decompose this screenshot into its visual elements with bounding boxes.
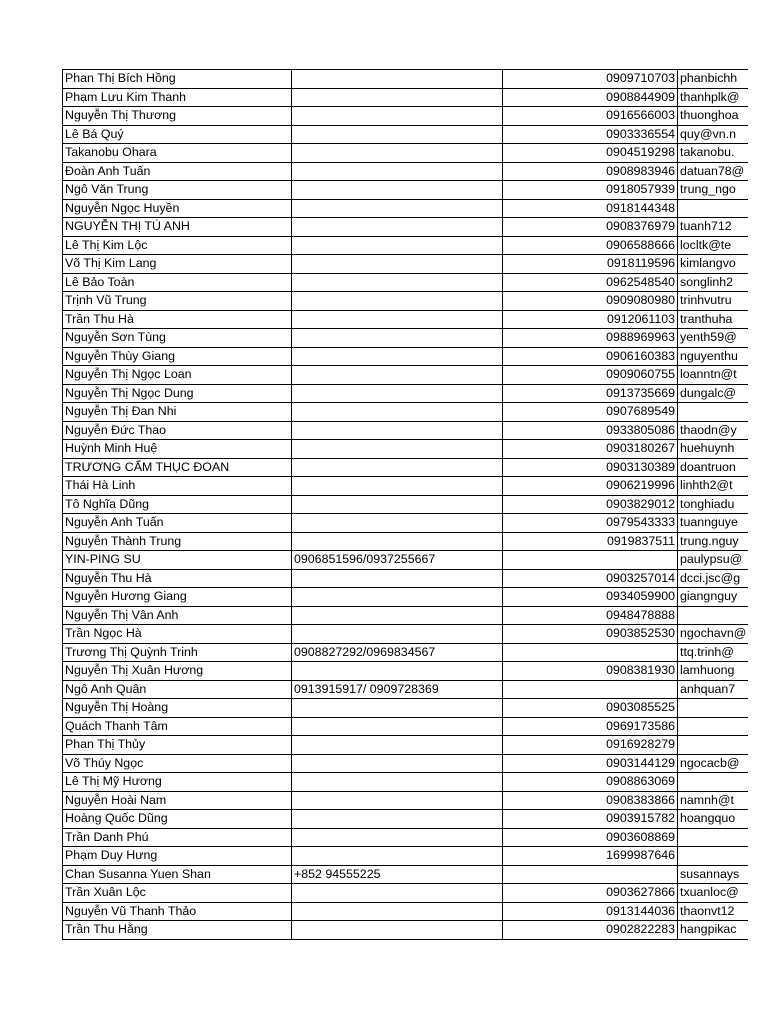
name-cell[interactable]: Lê Thị Mỹ Hương	[63, 773, 292, 792]
name-cell[interactable]: Tô Nghĩa Dũng	[63, 495, 292, 514]
name-cell[interactable]: YIN-PING SU	[63, 551, 292, 570]
phone-cell[interactable]	[503, 551, 678, 570]
name-cell[interactable]: Nguyễn Thị Ngọc Dung	[63, 384, 292, 403]
phone-cell[interactable]: 0918144348	[503, 199, 678, 218]
table-row	[63, 236, 749, 255]
name-cell[interactable]: Võ Thúy Ngọc	[63, 754, 292, 773]
table-row	[63, 199, 749, 218]
name-cell[interactable]: Ngô Văn Trung	[63, 181, 292, 200]
phone-cell[interactable]: 0919837511	[503, 532, 678, 551]
table-row	[63, 384, 749, 403]
phone-cell[interactable]: 0916928279	[503, 736, 678, 755]
table-row	[63, 625, 749, 644]
alt-phone-cell[interactable]	[292, 884, 503, 903]
alt-phone-cell[interactable]	[292, 70, 503, 89]
name-cell[interactable]: Takanobu Ohara	[63, 144, 292, 163]
phone-cell[interactable]: 0902822283	[503, 921, 678, 940]
name-cell[interactable]: Trịnh Vũ Trung	[63, 292, 292, 311]
name-cell[interactable]: Lê Bảo Toàn	[63, 273, 292, 292]
alt-phone-cell[interactable]	[292, 847, 503, 866]
alt-phone-cell[interactable]	[292, 162, 503, 181]
phone-cell[interactable]: 0903180267	[503, 440, 678, 459]
table-row	[63, 107, 749, 126]
alt-phone-cell[interactable]	[292, 403, 503, 422]
phone-cell[interactable]: 0906219996	[503, 477, 678, 496]
email-cell[interactable]: ngocacb@	[678, 754, 749, 773]
email-cell[interactable]: hoangquo	[678, 810, 749, 829]
phone-cell[interactable]: 0916566003	[503, 107, 678, 126]
phone-cell[interactable]: 0908376979	[503, 218, 678, 237]
name-cell[interactable]: Lê Bá Quý	[63, 125, 292, 144]
name-cell[interactable]: Ngô Anh Quân	[63, 680, 292, 699]
phone-cell[interactable]: 0979543333	[503, 514, 678, 533]
email-cell[interactable]: nguyenthu	[678, 347, 749, 366]
table-row	[63, 865, 749, 884]
name-cell[interactable]: Nguyễn Thùy Giang	[63, 347, 292, 366]
table-row	[63, 699, 749, 718]
table-row	[63, 662, 749, 681]
phone-cell[interactable]: 0908383866	[503, 791, 678, 810]
name-cell[interactable]: Quách Thanh Tâm	[63, 717, 292, 736]
phone-cell[interactable]: 0908844909	[503, 88, 678, 107]
alt-phone-cell[interactable]	[292, 791, 503, 810]
alt-phone-cell[interactable]	[292, 754, 503, 773]
phone-cell[interactable]: 0903144129	[503, 754, 678, 773]
email-cell[interactable]: dungalc@	[678, 384, 749, 403]
email-cell[interactable]: tonghiadu	[678, 495, 749, 514]
email-cell[interactable]	[678, 828, 749, 847]
name-cell[interactable]: Đoàn Anh Tuấn	[63, 162, 292, 181]
alt-phone-cell[interactable]: 0913915917/ 0909728369	[292, 680, 503, 699]
alt-phone-cell[interactable]	[292, 88, 503, 107]
alt-phone-cell[interactable]	[292, 125, 503, 144]
phone-cell[interactable]	[503, 865, 678, 884]
table-row	[63, 606, 749, 625]
phone-cell[interactable]: 0908983946	[503, 162, 678, 181]
email-cell[interactable]: datuan78@	[678, 162, 749, 181]
table-row	[63, 329, 749, 348]
alt-phone-cell[interactable]	[292, 736, 503, 755]
phone-cell[interactable]: 0934059900	[503, 588, 678, 607]
phone-cell[interactable]: 0906588666	[503, 236, 678, 255]
table-row	[63, 902, 749, 921]
email-cell[interactable]: namnh@t	[678, 791, 749, 810]
phone-cell[interactable]: 0903915782	[503, 810, 678, 829]
table-row	[63, 421, 749, 440]
phone-cell[interactable]: 0903130389	[503, 458, 678, 477]
email-cell[interactable]: trung.nguy	[678, 532, 749, 551]
alt-phone-cell[interactable]: 0908827292/0969834567	[292, 643, 503, 662]
name-cell[interactable]: Chan Susanna Yuen Shan	[63, 865, 292, 884]
name-cell[interactable]: Nguyễn Thị Ngọc Loan	[63, 366, 292, 385]
alt-phone-cell[interactable]	[292, 810, 503, 829]
table-row	[63, 514, 749, 533]
alt-phone-cell[interactable]	[292, 366, 503, 385]
phone-cell[interactable]: 0988969963	[503, 329, 678, 348]
email-cell[interactable]	[678, 199, 749, 218]
table-row	[63, 791, 749, 810]
phone-cell[interactable]: 0903608869	[503, 828, 678, 847]
name-cell[interactable]: Trần Xuân Lộc	[63, 884, 292, 903]
phone-cell[interactable]: 0913735669	[503, 384, 678, 403]
contact-table-body	[63, 70, 749, 940]
alt-phone-cell[interactable]	[292, 384, 503, 403]
name-cell[interactable]: Phạm Duy Hưng	[63, 847, 292, 866]
email-cell[interactable]: loanntn@t	[678, 366, 749, 385]
email-cell[interactable]	[678, 847, 749, 866]
name-cell[interactable]: Lê Thị Kim Lộc	[63, 236, 292, 255]
name-cell[interactable]: NGUYỄN THỊ TÚ ANH	[63, 218, 292, 237]
phone-cell[interactable]: 0918119596	[503, 255, 678, 274]
contact-table	[62, 69, 748, 940]
email-cell[interactable]: doantruon	[678, 458, 749, 477]
table-row	[63, 736, 749, 755]
table-row	[63, 144, 749, 163]
alt-phone-cell[interactable]	[292, 255, 503, 274]
email-cell[interactable]: locltk@te	[678, 236, 749, 255]
table-row	[63, 255, 749, 274]
alt-phone-cell[interactable]	[292, 440, 503, 459]
email-cell[interactable]: dcci.jsc@g	[678, 569, 749, 588]
email-cell[interactable]: linhth2@t	[678, 477, 749, 496]
email-cell[interactable]: quy@vn.n	[678, 125, 749, 144]
name-cell[interactable]: TRƯƠNG CẨM THỤC ĐOAN	[63, 458, 292, 477]
email-cell[interactable]: kimlangvo	[678, 255, 749, 274]
table-row	[63, 70, 749, 89]
name-cell[interactable]: Hoàng Quốc Dũng	[63, 810, 292, 829]
alt-phone-cell[interactable]	[292, 329, 503, 348]
table-row	[63, 347, 749, 366]
email-cell[interactable]: ttq.trinh@	[678, 643, 749, 662]
table-row	[63, 717, 749, 736]
table-row	[63, 310, 749, 329]
phone-cell[interactable]	[503, 643, 678, 662]
phone-cell[interactable]: 0904519298	[503, 144, 678, 163]
email-cell[interactable]	[678, 736, 749, 755]
phone-cell[interactable]	[503, 680, 678, 699]
table-row	[63, 181, 749, 200]
alt-phone-cell[interactable]	[292, 218, 503, 237]
alt-phone-cell[interactable]	[292, 347, 503, 366]
alt-phone-cell[interactable]	[292, 773, 503, 792]
table-row	[63, 921, 749, 940]
alt-phone-cell[interactable]	[292, 662, 503, 681]
email-cell[interactable]: songlinh2	[678, 273, 749, 292]
email-cell[interactable]: giangnguy	[678, 588, 749, 607]
name-cell[interactable]: Nguyễn Hoài Nam	[63, 791, 292, 810]
table-row	[63, 403, 749, 422]
alt-phone-cell[interactable]	[292, 588, 503, 607]
table-row	[63, 366, 749, 385]
alt-phone-cell[interactable]: 0906851596/0937255667	[292, 551, 503, 570]
email-cell[interactable]: trinhvutru	[678, 292, 749, 311]
name-cell[interactable]: Nguyễn Đức Thao	[63, 421, 292, 440]
alt-phone-cell[interactable]	[292, 181, 503, 200]
email-cell[interactable]: thaodn@y	[678, 421, 749, 440]
alt-phone-cell[interactable]	[292, 236, 503, 255]
table-row	[63, 218, 749, 237]
phone-cell[interactable]: 1699987646	[503, 847, 678, 866]
phone-cell[interactable]: 0909080980	[503, 292, 678, 311]
alt-phone-cell[interactable]	[292, 477, 503, 496]
email-cell[interactable]: yenth59@	[678, 329, 749, 348]
name-cell[interactable]: Trần Danh Phú	[63, 828, 292, 847]
name-cell[interactable]: Nguyễn Thị Thương	[63, 107, 292, 126]
table-row	[63, 847, 749, 866]
table-row	[63, 477, 749, 496]
table-row	[63, 569, 749, 588]
email-cell[interactable]: lamhuong	[678, 662, 749, 681]
phone-cell[interactable]: 0908863069	[503, 773, 678, 792]
table-row	[63, 532, 749, 551]
name-cell[interactable]: Thái Hà Linh	[63, 477, 292, 496]
phone-cell[interactable]: 0948478888	[503, 606, 678, 625]
alt-phone-cell[interactable]	[292, 144, 503, 163]
alt-phone-cell[interactable]	[292, 532, 503, 551]
alt-phone-cell[interactable]	[292, 458, 503, 477]
phone-cell[interactable]: 0962548540	[503, 273, 678, 292]
phone-cell[interactable]: 0903627866	[503, 884, 678, 903]
alt-phone-cell[interactable]	[292, 699, 503, 718]
email-cell[interactable]: thanhplk@	[678, 88, 749, 107]
name-cell[interactable]: Nguyễn Ngọc Huyền	[63, 199, 292, 218]
table-row	[63, 88, 749, 107]
email-cell[interactable]: tranthuha	[678, 310, 749, 329]
table-row	[63, 828, 749, 847]
email-cell[interactable]	[678, 699, 749, 718]
table-row	[63, 495, 749, 514]
alt-phone-cell[interactable]	[292, 828, 503, 847]
email-cell[interactable]: takanobu.	[678, 144, 749, 163]
alt-phone-cell[interactable]	[292, 495, 503, 514]
phone-cell[interactable]: 0903852530	[503, 625, 678, 644]
alt-phone-cell[interactable]	[292, 292, 503, 311]
alt-phone-cell[interactable]	[292, 569, 503, 588]
phone-cell[interactable]: 0969173586	[503, 717, 678, 736]
email-cell[interactable]: trung_ngo	[678, 181, 749, 200]
table-row	[63, 440, 749, 459]
phone-cell[interactable]: 0903336554	[503, 125, 678, 144]
email-cell[interactable]: thaonvt12	[678, 902, 749, 921]
phone-cell[interactable]: 0913144036	[503, 902, 678, 921]
name-cell[interactable]: Trần Thu Hà	[63, 310, 292, 329]
table-row	[63, 125, 749, 144]
table-row	[63, 273, 749, 292]
alt-phone-cell[interactable]	[292, 902, 503, 921]
email-cell[interactable]	[678, 403, 749, 422]
name-cell[interactable]: Huỳnh Minh Huệ	[63, 440, 292, 459]
table-row	[63, 292, 749, 311]
email-cell[interactable]: txuanloc@	[678, 884, 749, 903]
alt-phone-cell[interactable]	[292, 625, 503, 644]
name-cell[interactable]: Trương Thị Quỳnh Trinh	[63, 643, 292, 662]
alt-phone-cell[interactable]	[292, 606, 503, 625]
email-cell[interactable]: hangpikac	[678, 921, 749, 940]
phone-cell[interactable]: 0912061103	[503, 310, 678, 329]
alt-phone-cell[interactable]	[292, 107, 503, 126]
phone-cell[interactable]: 0903829012	[503, 495, 678, 514]
table-row	[63, 162, 749, 181]
name-cell[interactable]: Võ Thị Kim Lang	[63, 255, 292, 274]
phone-cell[interactable]: 0918057939	[503, 181, 678, 200]
name-cell[interactable]: Phan Thị Bích Hồng	[63, 70, 292, 89]
email-cell[interactable]: paulypsu@	[678, 551, 749, 570]
phone-cell[interactable]: 0909710703	[503, 70, 678, 89]
email-cell[interactable]: susannays	[678, 865, 749, 884]
email-cell[interactable]	[678, 606, 749, 625]
table-row	[63, 884, 749, 903]
table-row	[63, 643, 749, 662]
name-cell[interactable]: Phạm Lưu Kim Thanh	[63, 88, 292, 107]
email-cell[interactable]: thuonghoa	[678, 107, 749, 126]
email-cell[interactable]: phanbichh	[678, 70, 749, 89]
phone-cell[interactable]: 0908381930	[503, 662, 678, 681]
phone-cell[interactable]: 0903257014	[503, 569, 678, 588]
name-cell[interactable]: Nguyễn Thị Vân Anh	[63, 606, 292, 625]
email-cell[interactable]	[678, 717, 749, 736]
email-cell[interactable]: tuannguye	[678, 514, 749, 533]
table-row	[63, 810, 749, 829]
table-row	[63, 680, 749, 699]
alt-phone-cell[interactable]	[292, 421, 503, 440]
phone-cell[interactable]: 0906160383	[503, 347, 678, 366]
alt-phone-cell[interactable]	[292, 310, 503, 329]
name-cell[interactable]: Nguyễn Anh Tuấn	[63, 514, 292, 533]
phone-cell[interactable]: 0909060755	[503, 366, 678, 385]
alt-phone-cell[interactable]	[292, 273, 503, 292]
email-cell[interactable]: huehuynh	[678, 440, 749, 459]
name-cell[interactable]: Nguyễn Thu Hà	[63, 569, 292, 588]
name-cell[interactable]: Nguyễn Thị Đan Nhi	[63, 403, 292, 422]
email-cell[interactable]	[678, 773, 749, 792]
phone-cell[interactable]: 0903085525	[503, 699, 678, 718]
alt-phone-cell[interactable]	[292, 921, 503, 940]
email-cell[interactable]: anhquan7	[678, 680, 749, 699]
name-cell[interactable]: Trần Thu Hằng	[63, 921, 292, 940]
name-cell[interactable]: Phan Thị Thủy	[63, 736, 292, 755]
name-cell[interactable]: Nguyễn Vũ Thanh Thảo	[63, 902, 292, 921]
name-cell[interactable]: Nguyễn Hương Giang	[63, 588, 292, 607]
table-row	[63, 551, 749, 570]
email-cell[interactable]: tuanh712	[678, 218, 749, 237]
phone-cell[interactable]: 0933805086	[503, 421, 678, 440]
table-row	[63, 588, 749, 607]
name-cell[interactable]: Trần Ngọc Hà	[63, 625, 292, 644]
name-cell[interactable]: Nguyễn Thị Xuân Hương	[63, 662, 292, 681]
name-cell[interactable]: Nguyễn Thị Hoàng	[63, 699, 292, 718]
table-row	[63, 458, 749, 477]
alt-phone-cell[interactable]: +852 94555225	[292, 865, 503, 884]
alt-phone-cell[interactable]	[292, 199, 503, 218]
name-cell[interactable]: Nguyễn Thành Trung	[63, 532, 292, 551]
alt-phone-cell[interactable]	[292, 514, 503, 533]
email-cell[interactable]: ngochavn@	[678, 625, 749, 644]
table-row	[63, 773, 749, 792]
name-cell[interactable]: Nguyễn Sơn Tùng	[63, 329, 292, 348]
alt-phone-cell[interactable]	[292, 717, 503, 736]
phone-cell[interactable]: 0907689549	[503, 403, 678, 422]
table-row	[63, 754, 749, 773]
